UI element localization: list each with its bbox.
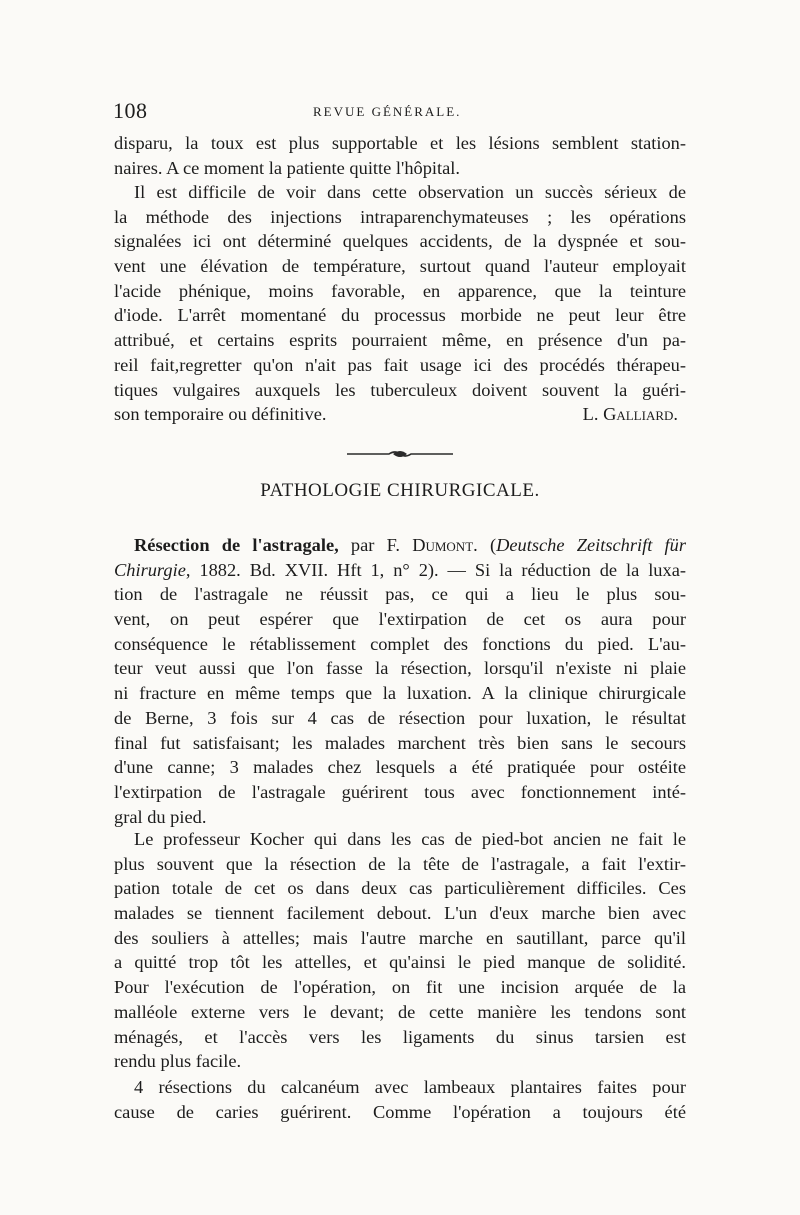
text-line: plus souvent que la résection de la tête de l'astragale, a fait l'extir- — [114, 853, 686, 874]
article-title: Résection de l'astragale, — [134, 535, 339, 555]
text-line: ménagés, et l'accès vers les ligaments du sinus tarsien est — [114, 1026, 686, 1047]
page-number: 108 — [113, 98, 148, 123]
text-line: rendu plus facile. — [114, 1051, 242, 1072]
text-line: d'iode. L'arrêt momentané du processus morbide ne peut leur être — [114, 305, 686, 326]
text-line: disparu, la toux est plus supportable et les lésions semblent station- — [114, 133, 686, 153]
text-line: son temporaire ou définitive. — [114, 404, 327, 425]
text-line: malades se tiennent facilement debout. L'un d'eux marche bien avec — [114, 903, 686, 924]
paragraph-calcaneum — [114, 1075, 686, 1124]
text-line: tion de l'astragale ne réussit pas, ce qui a lieu le plus sou- — [114, 584, 686, 605]
text-line: naires. A ce moment la patiente quitte l'hôpital. — [114, 157, 460, 178]
article-paragraph — [114, 533, 686, 829]
author-prefix: par F. — [338, 535, 413, 555]
text-line: de Berne, 3 fois sur 4 cas de résection pour luxation, le résultat — [114, 707, 686, 728]
text-line: tiques vulgaires auxquels les tuberculeux doivent souvent la guéri- — [114, 379, 686, 400]
text-line: final fut satisfaisant; les malades marchent très bien sans le secours — [114, 732, 686, 753]
journal-name: Deutsche Zeitschrift für — [496, 535, 686, 555]
text-line: cause de caries guérirent. Comme l'opération a toujours été — [114, 1101, 686, 1122]
closing-line — [114, 402, 686, 427]
text-line: attribué, et certains esprits pourraient même, en présence d'un pa- — [114, 330, 686, 351]
paragraph-continuation — [114, 131, 686, 180]
text-line: l'acide phénique, moins favorable, en apparence, que la teinture — [114, 280, 686, 301]
text-line: malléole externe vers le devant; de cette manière les tendons sont — [114, 1001, 686, 1022]
article-first-line — [114, 533, 686, 558]
text-line: Il est difficile de voir dans cette observation un succès sérieux de — [134, 182, 686, 202]
journal-name-continued: Chirurgie — [114, 559, 186, 580]
text-line: vent, on peut espérer que l'extirpation de cet os aura pour — [114, 609, 686, 630]
journal-title: REVUE GÉNÉRALE. — [313, 104, 462, 119]
text-line: reil fait,regretter qu'on n'ait pas fait usage ici des procédés thérapeu- — [114, 354, 686, 375]
text-line: gral du pied. — [114, 806, 207, 827]
text-line: a quitté trop tôt les attelles, et qu'ainsi le pied manque de solidité. — [114, 952, 686, 973]
author-name: Dumont — [412, 535, 474, 555]
text-line: d'une canne; 3 malades chez lesquels a été pratiquée pour ostéite — [114, 757, 686, 778]
running-header — [113, 98, 687, 128]
paragraph-kocher — [114, 827, 686, 1074]
text-line: des souliers à attelles; mais l'autre marche en sautillant, parce qu'il — [114, 927, 686, 948]
text-line: teur veut aussi que l'on fasse la résection, lorsqu'il n'existe ni plaie — [114, 658, 686, 679]
text-line: Le professeur Kocher qui dans les cas de pied-bot ancien ne fait le — [134, 829, 686, 849]
text-line: la méthode des injections intraparenchymateuses ; les opérations — [114, 206, 686, 227]
author-signature: L. Galliard. — [582, 404, 678, 425]
text-line: 4 résections du calcanéum avec lambeaux plantaires faites pour — [134, 1077, 686, 1097]
paragraph-commentary — [114, 180, 686, 427]
text-line: pation totale de cet os dans deux cas particulièrement difficiles. Ces — [114, 878, 686, 899]
text-line: ni fracture en même temps que la luxation. A la clinique chirurgicale — [114, 683, 686, 704]
text-line: l'extirpation de l'astragale guérirent tous avec fonctionnement inté- — [114, 781, 686, 802]
text-line: conséquence le rétablissement complet des fonctions du pied. L'au- — [114, 633, 686, 654]
text-line: signalées ici ont déterminé quelques accidents, de la dyspnée et sou- — [114, 231, 686, 252]
text-line: vent une élévation de température, surtout quand l'auteur employait — [114, 256, 686, 277]
ornamental-separator — [345, 448, 455, 460]
text-line: Pour l'exécution de l'opération, on fit une incision arquée de la — [114, 977, 686, 998]
citation-details: , 1882. Bd. XVII. Hft 1, n° 2). — Si la réduction de la luxa- — [185, 559, 686, 580]
citation-open: . ( — [473, 535, 497, 555]
article-second-line — [114, 558, 686, 583]
section-heading: PATHOLOGIE CHIRURGICALE. — [260, 480, 540, 501]
